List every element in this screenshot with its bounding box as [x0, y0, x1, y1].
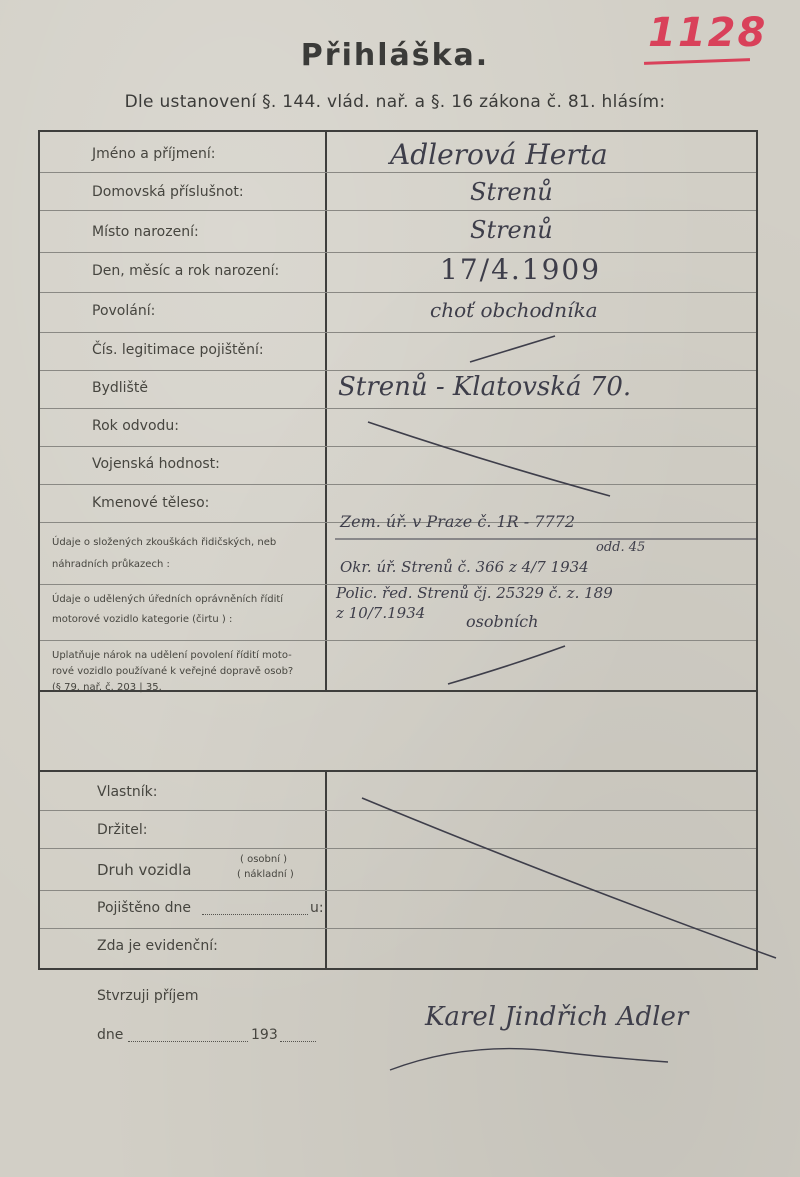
- archive-number: 1128: [648, 10, 768, 56]
- strike-public-transport: [448, 646, 565, 684]
- label-insured-suffix: u:: [310, 900, 324, 916]
- label-public-line3: (§ 79. nař. č. 203 | 35.: [52, 682, 162, 693]
- footer-year-prefix: 193: [251, 1027, 278, 1043]
- label-permits-line2: motorové vozidlo kategorie (čirtu ) :: [52, 614, 233, 625]
- label-vehicle-type: Druh vozidla: [97, 861, 192, 879]
- value-exams-line2: odd. 45: [596, 540, 646, 555]
- footer-confirm: Stvrzuji příjem: [97, 988, 199, 1004]
- signature: Karel Jindřich Adler: [425, 1002, 689, 1032]
- label-residence: Bydliště: [92, 380, 148, 396]
- label-name: Jméno a příjmení:: [92, 146, 216, 162]
- vehicle-type-passenger: ( osobní ): [240, 854, 288, 865]
- label-permits-line1: Údaje o udělených úředních oprávněních řídití: [52, 594, 284, 605]
- value-birthdate: 17/4.1909: [440, 253, 602, 286]
- value-birthplace: Strenů: [470, 216, 553, 244]
- value-name: Adlerová Herta: [390, 138, 608, 171]
- label-birthplace: Místo narození:: [92, 224, 199, 240]
- label-unit: Kmenové těleso:: [92, 495, 210, 511]
- value-permits-line3: osobních: [466, 612, 539, 631]
- label-occupation: Povolání:: [92, 303, 156, 319]
- page-subtitle: Dle ustanovení §. 144. vlád. nař. a §. 16 zákona č. 81. hlásím:: [124, 92, 666, 112]
- value-permits-line2: z 10/7.1934: [336, 604, 426, 622]
- signature-flourish: [390, 1049, 668, 1070]
- label-insured: Pojištěno dne: [97, 900, 191, 916]
- label-public-line2: rové vozidlo používané k veřejné dopravě osob?: [52, 666, 294, 677]
- label-birthdate: Den, měsíc a rok narození:: [92, 263, 280, 279]
- value-domicile: Strenů: [470, 178, 553, 206]
- label-public-line1: Uplatňuje nárok na udělení povolení řídití moto-: [52, 650, 292, 661]
- label-insurance-id: Čís. legitimace pojištění:: [92, 342, 264, 358]
- strike-insurance-id: [470, 336, 555, 362]
- label-draft-year: Rok odvodu:: [92, 418, 180, 434]
- value-permits-line1: Polic. řed. Strenů čj. 25329 č. z. 189: [336, 584, 613, 602]
- vehicle-type-cargo: ( nákladní ): [237, 869, 294, 880]
- label-owner: Vlastník:: [97, 784, 158, 800]
- page-title: Přihláška.: [300, 38, 490, 73]
- label-domicile: Domovská příslušnot:: [92, 184, 244, 200]
- strike-military-block: [368, 422, 610, 496]
- label-exams-line1: Údaje o složených zkouškách řidičských, neb: [52, 537, 277, 548]
- label-exams-line2: náhradních průkazech :: [52, 559, 170, 570]
- value-residence: Strenů - Klatovská 70.: [338, 372, 632, 402]
- value-exams-line1: Zem. úř. v Praze č. 1R - 7772: [340, 512, 576, 531]
- value-exams-line3: Okr. úř. Strenů č. 366 z 4/7 1934: [340, 558, 589, 576]
- footer-date-prefix: dne: [97, 1027, 124, 1043]
- label-military-rank: Vojenská hodnost:: [92, 456, 220, 472]
- label-holder: Držitel:: [97, 822, 148, 838]
- strike-vehicle-block: [362, 798, 776, 958]
- label-registered: Zda je evidenční:: [97, 938, 218, 954]
- value-occupation: choť obchodníka: [430, 298, 598, 322]
